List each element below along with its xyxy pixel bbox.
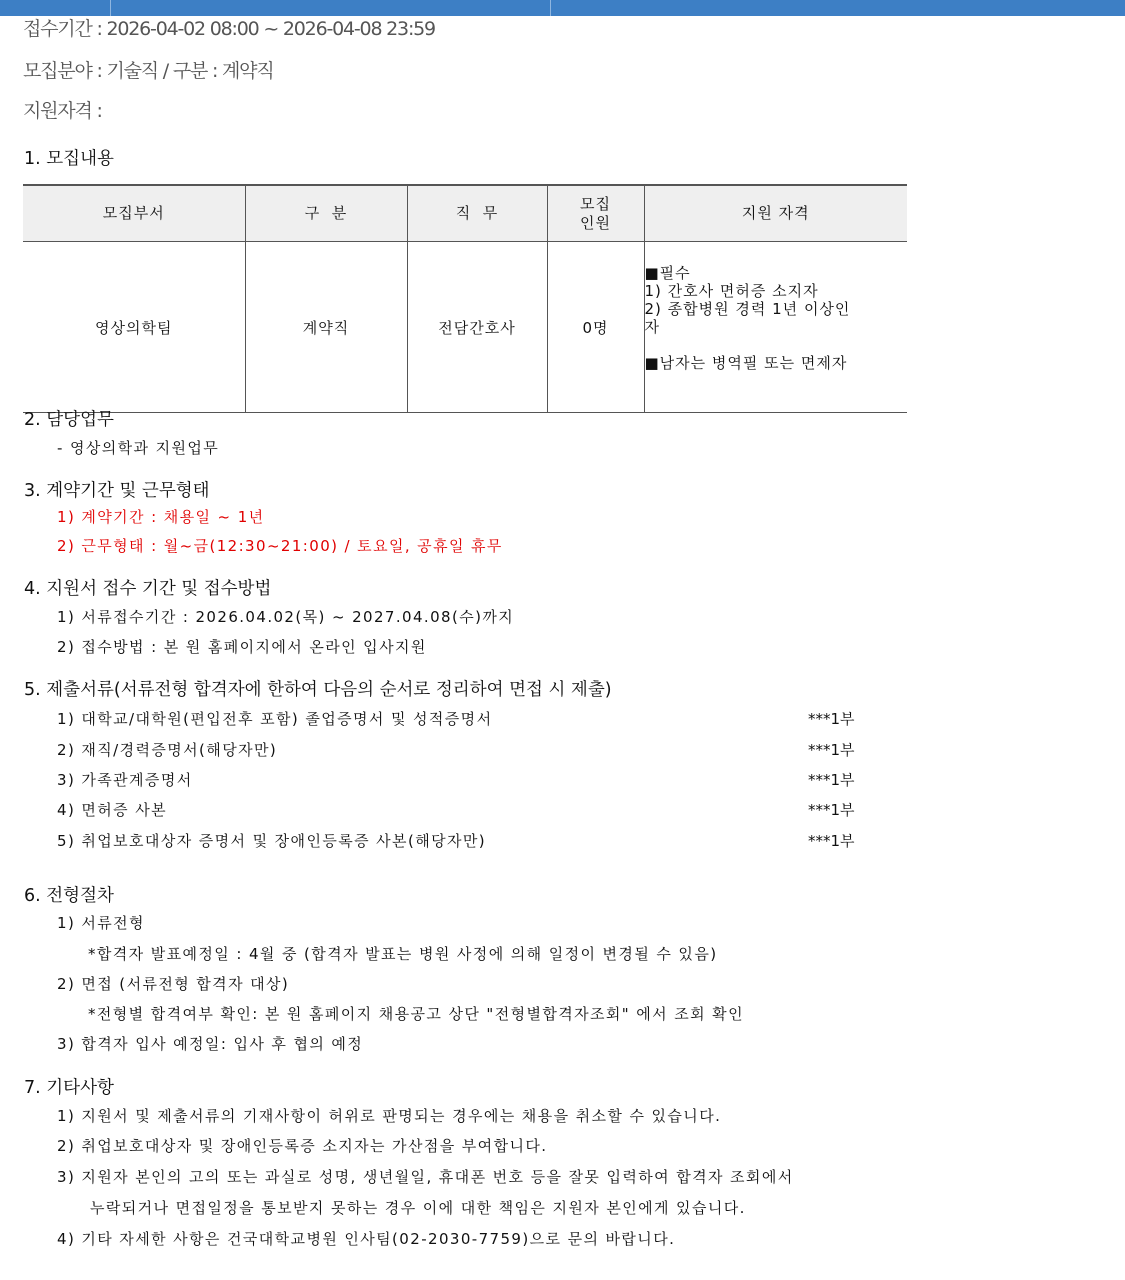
col-header-department: 모집부서 [23, 185, 245, 242]
document-item: 1) 대학교/대학원(편입전후 포함) 졸업증명서 및 성적증명서 [57, 710, 493, 728]
document-item: 2) 재직/경력증명서(해당자만) [57, 741, 278, 759]
col-header-category: 구 분 [245, 185, 407, 242]
qualification-line: 1) 간호사 면허증 소지자 [644, 282, 819, 300]
qualification-line: ■필수 [644, 264, 691, 282]
section-3-heading: 3. 계약기간 및 근무형태 [24, 481, 210, 501]
col-header-job: 직 무 [407, 185, 547, 242]
work-type-item: 2) 근무형태 : 월~금(12:30~21:00) / 토요일, 공휴일 휴무 [57, 537, 503, 555]
qualification-line: 2) 종합병원 경력 1년 이상인 [644, 300, 851, 318]
section-4-heading: 4. 지원서 접수 기간 및 접수방법 [24, 579, 272, 599]
document-item: 4) 면허증 사본 [57, 801, 167, 819]
col-header-count: 모집 인원 [547, 185, 644, 242]
selection-step: 1) 서류전형 [57, 914, 145, 932]
etc-item: 3) 지원자 본인의 고의 또는 과실로 성명, 생년월일, 휴대폰 번호 등을 잘못 입력하여 합격자 조회에서 [57, 1168, 794, 1186]
cell-category: 계약직 [245, 242, 407, 413]
selection-step: 2) 면접 (서류전형 합격자 대상) [57, 975, 290, 993]
section-6-heading: 6. 전형절차 [24, 886, 114, 906]
section-1-heading: 1. 모집내용 [24, 149, 114, 169]
etc-item: 2) 취업보호대상자 및 장애인등록증 소지자는 가산점을 부여합니다. [57, 1137, 548, 1155]
section-7-heading: 7. 기타사항 [24, 1078, 114, 1098]
cell-department: 영상의학팀 [23, 242, 245, 413]
application-method-item: 2) 접수방법 : 본 원 홈페이지에서 온라인 입사지원 [57, 638, 427, 656]
qualification-line: ■남자는 병역필 또는 면제자 [644, 354, 848, 372]
cell-count: 0명 [547, 242, 644, 413]
etc-item: 1) 지원서 및 제출서류의 기재사항이 허위로 판명되는 경우에는 채용을 취소할 수 있습니다. [57, 1107, 722, 1125]
qualification-line [645, 336, 908, 354]
qualification-line: 자 [644, 318, 660, 336]
document-item: 5) 취업보호대상자 증명서 및 장애인등록증 사본(해당자만) [57, 832, 487, 850]
selection-note: *합격자 발표예정일 : 4월 중 (합격자 발표는 병원 사정에 의해 일정이 변경될 수 있음) [88, 945, 718, 963]
application-period-item: 1) 서류접수기간 : 2026.04.02(목) ~ 2027.04.08(수)까지 [57, 608, 515, 626]
document-count: ***1부 [808, 741, 855, 759]
contract-period-item: 1) 계약기간 : 채용일 ~ 1년 [57, 508, 265, 526]
recruitment-table [23, 184, 907, 413]
selection-note: *전형별 합격여부 확인: 본 원 홈페이지 채용공고 상단 "전형별합격자조회" 에서 조회 확인 [88, 1005, 744, 1023]
etc-item-continuation: 누락되거나 면접일정을 통보받지 못하는 경우 이에 대한 책임은 지원자 본인에게 있습니다. [90, 1199, 746, 1217]
cell-qualification [644, 242, 907, 413]
document-count: ***1부 [808, 771, 855, 789]
document-item: 3) 가족관계증명서 [57, 771, 193, 789]
document-count: ***1부 [808, 832, 855, 850]
section-2-heading: 2. 담당업무 [24, 410, 114, 430]
section-5-heading: 5. 제출서류(서류전형 합격자에 한하여 다음의 순서로 정리하여 면접 시 제출) [24, 680, 612, 700]
table-row [23, 242, 907, 413]
document-count: ***1부 [808, 801, 855, 819]
recruit-qualification: 지원자격 : [23, 100, 102, 122]
selection-step: 3) 합격자 입사 예정일: 입사 후 협의 예정 [57, 1035, 364, 1053]
table-header-row [23, 185, 907, 242]
cell-job: 전담간호사 [407, 242, 547, 413]
col-header-qualification: 지원 자격 [644, 185, 907, 242]
etc-item: 4) 기타 자세한 사항은 건국대학교병원 인사팀(02-2030-7759)으로 문의 바랍니다. [57, 1230, 676, 1248]
top-bar-divider [550, 0, 551, 16]
document-count: ***1부 [808, 710, 855, 728]
recruit-period: 접수기간 : 2026-04-02 08:00 ~ 2026-04-08 23:59 [23, 18, 435, 40]
duty-item: - 영상의학과 지원업무 [57, 439, 220, 457]
recruit-field: 모집분야 : 기술직 / 구분 : 계약직 [23, 60, 274, 82]
